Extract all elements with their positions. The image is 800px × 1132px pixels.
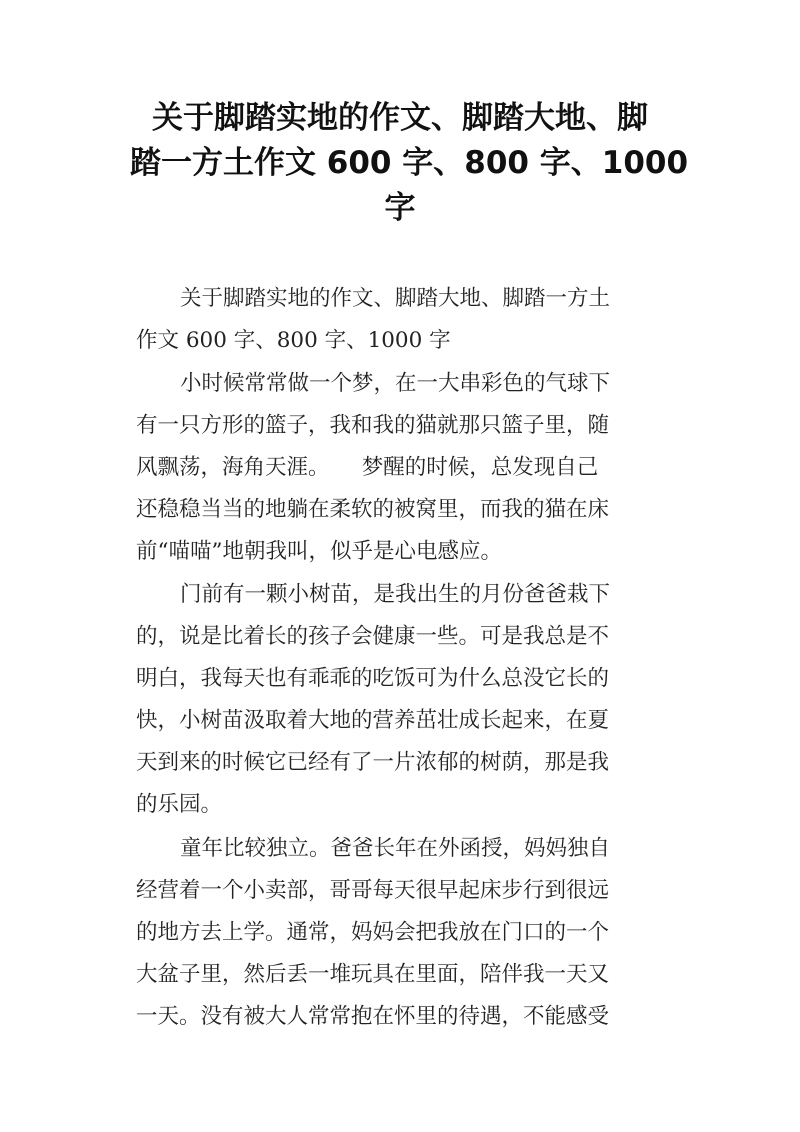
text-line: 有一只方形的篮子，我和我的猫就那只篮子里，随 [136, 413, 610, 438]
text-line: 天到来的时候它已经有了一片浓郁的树荫，那是我 [136, 750, 610, 775]
text-line: 的，说是比着长的孩子会健康一些。可是我总是不 [136, 624, 610, 649]
text-line: 前“喵喵”地朝我叫，似乎是心电感应。 [136, 539, 502, 564]
text-line: 作文 600 字、800 字、1000 字 [136, 328, 451, 353]
text-line: 快，小树苗汲取着大地的营养茁壮成长起来，在夏 [136, 708, 610, 733]
title-line: 关于脚踏实地的作文、脚踏大地、脚 [152, 100, 648, 136]
text-line: 的乐园。 [136, 792, 223, 817]
title-line: 字 [384, 190, 416, 226]
text-line: 大盆子里，然后丢一堆玩具在里面，陪伴我一天又 [136, 962, 610, 987]
text-line: 童年比较独立。爸爸长年在外函授，妈妈独自 [180, 836, 611, 861]
title-line: 踏一方土作文 600 字、800 字、1000 [130, 145, 689, 181]
text-line: 一天。没有被大人常常抱在怀里的待遇，不能感受 [136, 1004, 610, 1029]
text-line: 风飘荡，海角天涯。 梦醒的时候，总发现自己 [136, 455, 599, 480]
text-line: 经营着一个小卖部，哥哥每天很早起床步行到很远 [136, 878, 610, 903]
text-line: 关于脚踏实地的作文、脚踏大地、脚踏一方土 [180, 286, 611, 311]
text-line: 明白，我每天也有乖乖的吃饭可为什么总没它长的 [136, 666, 610, 691]
document-title [130, 96, 689, 231]
text-line: 还稳稳当当的地躺在柔软的被窝里，而我的猫在床 [136, 497, 610, 522]
text-line: 小时候常常做一个梦，在一大串彩色的气球下 [180, 371, 611, 396]
text-line: 的地方去上学。通常，妈妈会把我放在门口的一个 [136, 920, 610, 945]
text-line: 门前有一颗小树苗，是我出生的月份爸爸栽下 [180, 582, 611, 607]
